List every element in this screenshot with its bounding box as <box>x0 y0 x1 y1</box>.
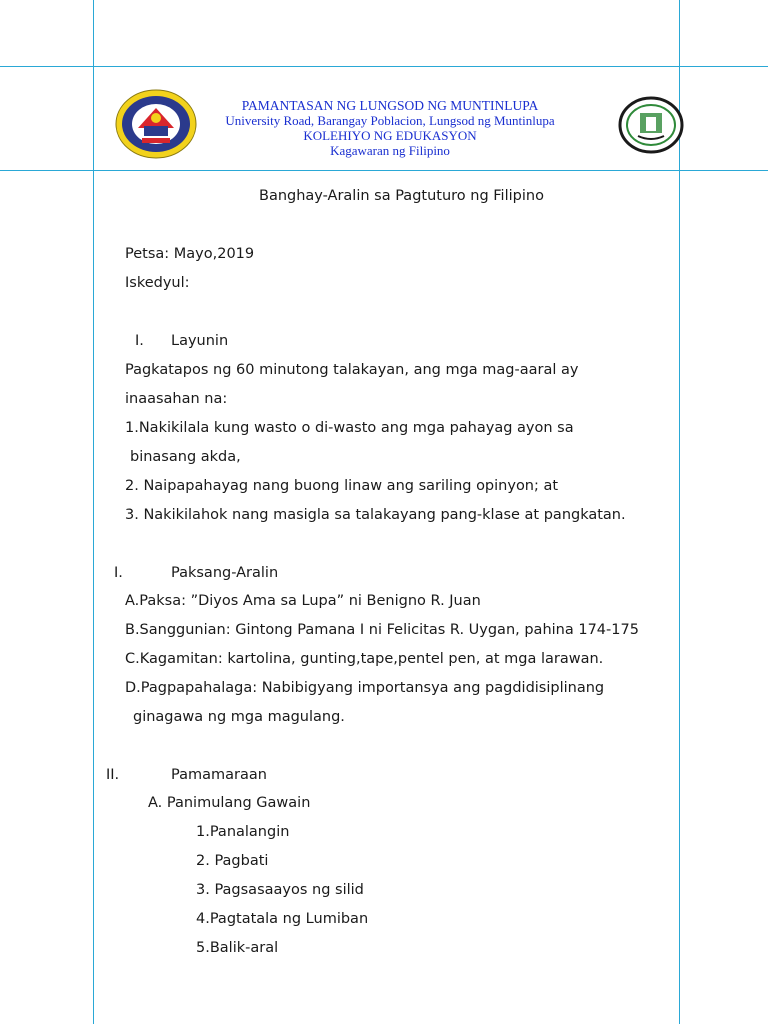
objectives-intro: Pagkatapos ng 60 minutong talakayan, ang mga mag-aaral ay <box>125 362 579 378</box>
department-name: Kagawaran ng Filipino <box>330 143 450 158</box>
materials-line: C.Kagamitan: kartolina, gunting,tape,pentel pen, at mga larawan. <box>125 651 604 667</box>
section1-numeral: I. <box>135 333 144 349</box>
values-line-cont: ginagawa ng mga magulang. <box>133 709 345 725</box>
guide-line-left <box>93 0 94 1024</box>
university-name: PAMANTASAN NG LUNGSOD NG MUNTINLUPA <box>241 98 539 113</box>
college-name: KOLEHIYO NG EDUKASYON <box>303 128 477 143</box>
section1-heading: Layunin <box>171 333 229 349</box>
topic-line: A.Paksa: ”Diyos Ama sa Lupa” ni Benigno R. Juan <box>125 593 481 609</box>
objectives-intro-cont: inaasahan na: <box>125 391 228 407</box>
list-item: 4.Pagtatala ng Lumiban <box>196 911 369 927</box>
preliminary-activities: A. Panimulang Gawain <box>148 795 311 811</box>
schedule-line: Iskedyul: <box>125 275 190 291</box>
section3-numeral: II. <box>106 767 120 783</box>
college-seal-icon <box>618 96 684 154</box>
reference-line: B.Sanggunian: Gintong Pamana I ni Felicitas R. Uygan, pahina 174-175 <box>125 622 639 638</box>
list-item: 3. Pagsasaayos ng silid <box>196 882 364 898</box>
list-item: 2. Pagbati <box>196 853 269 869</box>
list-item: 1.Panalangin <box>196 824 290 840</box>
values-line: D.Pagpapahalaga: Nabibigyang importansya ang pagdidisiplinang <box>125 680 605 696</box>
letterhead <box>200 98 580 158</box>
university-seal-icon <box>114 88 198 160</box>
university-address: University Road, Barangay Poblacion, Lungsod ng Muntinlupa <box>225 113 555 128</box>
objective-1-cont: binasang akda, <box>130 449 241 465</box>
guide-line-header-bottom <box>0 170 768 171</box>
section2-heading: Paksang-Aralin <box>171 565 279 581</box>
objective-2: 2. Naipapahayag nang buong linaw ang sariling opinyon; at <box>125 478 559 494</box>
section2-numeral: I. <box>114 565 123 581</box>
date-line: Petsa: Mayo,2019 <box>125 246 255 262</box>
guide-line-top <box>0 66 768 67</box>
objective-1: 1.Nakikilala kung wasto o di-wasto ang mga pahayag ayon sa <box>125 420 574 436</box>
document-title: Banghay-Aralin sa Pagtuturo ng Filipino <box>259 188 544 204</box>
objective-3: 3. Nakikilahok nang masigla sa talakayang pang-klase at pangkatan. <box>125 507 626 523</box>
section3-heading: Pamamaraan <box>171 767 267 783</box>
list-item: 5.Balik-aral <box>196 940 279 956</box>
